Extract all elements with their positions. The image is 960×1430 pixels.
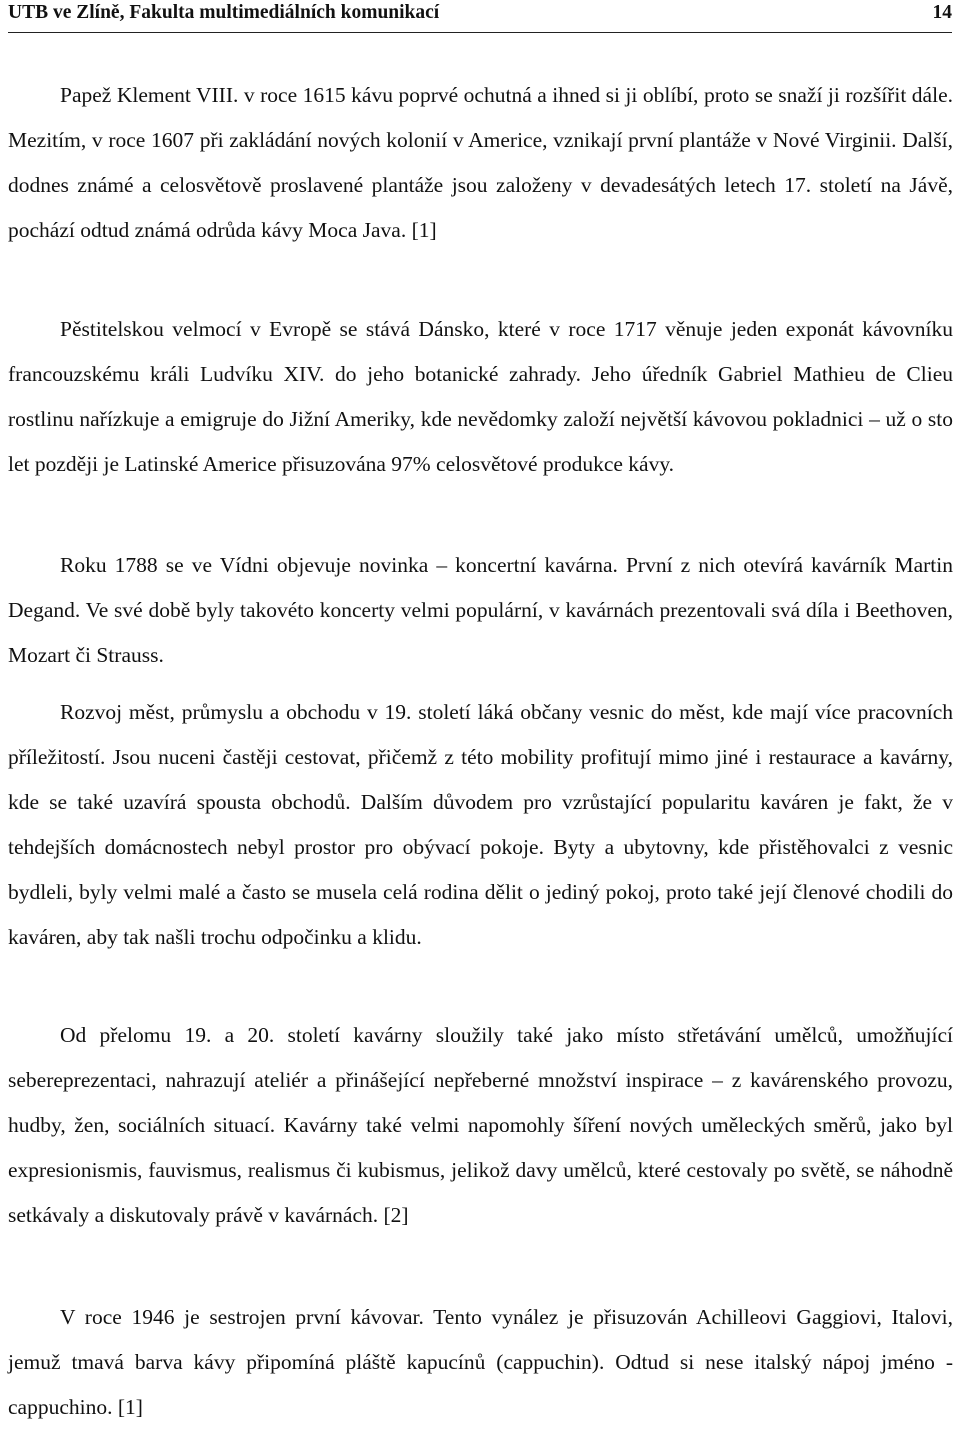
paragraph: Pěstitelskou velmocí v Evropě se stává Dánsko, které v roce 1717 věnuje jeden exponát kávovníku francouzskému králi Ludvíku XIV. do jeho botanické zahrady. Jeho úředník Gabriel Mathieu de Clieu rostlinu nařízkuje a emigruje do Jižní Ameriky, kde nevědomky založí největší kávovou pokladnici – už o sto let později je Latinské Americe přisuzována 97% celosvětové produkce kávy.	[8, 317, 953, 476]
page-header	[8, 0, 952, 33]
paragraph: Od přelomu 19. a 20. století kavárny sloužily také jako místo střetávání umělců, umožňující sebereprezentaci, nahrazují ateliér a přinášející nepřeberné množství inspirace – z kavárenského provozu, hudby, žen, sociálních situací. Kavárny také velmi napomohly šíření nových uměleckých směrů, jako byl expresionismis, fauvismus, realismus či kubismus, jelikož davy umělců, které cestovaly po světě, se náhodně setkávaly a diskutovaly právě v kavárnách. [2]	[8, 1023, 953, 1227]
paragraph: Papež Klement VIII. v roce 1615 kávu poprvé ochutná a ihned si ji oblíbí, proto se snaží ji rozšířit dále. Mezitím, v roce 1607 při zakládání nových kolonií v Americe, vznikají první plantáže v Nové Virginii. Další, dodnes známé a celosvětově proslavené plantáže jsou založeny v devadesátých letech 17. století na Jávě, pochází odtud známá odrůda kávy Moca Java. [1]	[8, 83, 953, 242]
page-number: 14	[932, 2, 952, 23]
header-title: UTB ve Zlíně, Fakulta multimediálních komunikací	[8, 2, 440, 23]
paragraph: Rozvoj měst, průmyslu a obchodu v 19. století láká občany vesnic do měst, kde mají více pracovních příležitostí. Jsou nuceni častěji cestovat, přičemž z této mobility profitují mimo jiné i restaurace a kavárny, kde se také uzavírá spousta obchodů. Dalším důvodem pro vzrůstající popularitu kaváren je fakt, že v tehdejších domácnostech nebyl prostor pro obývací pokoje. Byty a ubytovny, kde přistěhovalci z vesnic bydleli, byly velmi malé a často se musela celá rodina dělit o jediný pokoj, proto také její členové chodili do kaváren, aby tak našli trochu odpočinku a klidu.	[8, 700, 953, 949]
paragraph: Roku 1788 se ve Vídni objevuje novinka – koncertní kavárna. První z nich otevírá kavárník Martin Degand. Ve své době byly takovéto koncerty velmi populární, v kavárnách prezentovali svá díla i Beethoven, Mozart či Strauss.	[8, 553, 953, 667]
paragraph: V roce 1946 je sestrojen první kávovar. Tento vynález je přisuzován Achilleovi Gaggiovi, Italovi, jemuž tmavá barva kávy připomíná pláště kapucínů (cappuchin). Odtud si nese italský nápoj jméno - cappuchino. [1]	[8, 1305, 953, 1419]
